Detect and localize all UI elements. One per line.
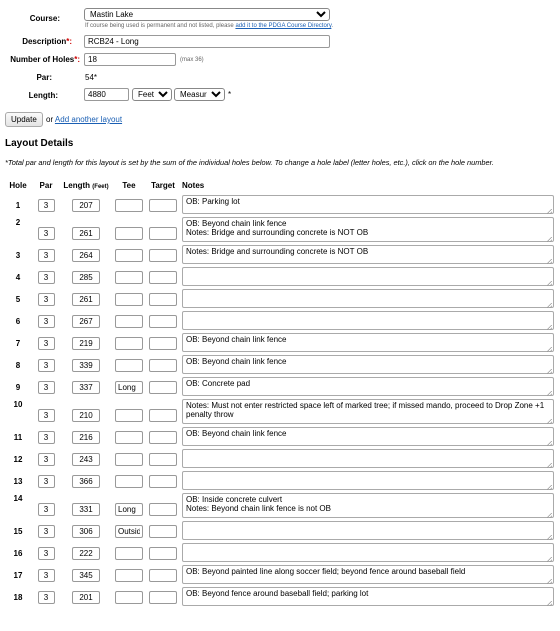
holes-max-hint: (max 36) xyxy=(180,57,204,63)
target-cell xyxy=(146,564,180,586)
tee-cell xyxy=(112,426,146,448)
hole-number[interactable] xyxy=(4,520,32,542)
description-label xyxy=(0,37,72,46)
length-input[interactable] xyxy=(72,337,100,350)
notes-textarea[interactable] xyxy=(182,195,554,214)
notes-cell xyxy=(180,266,556,288)
notes-textarea[interactable] xyxy=(182,449,554,468)
tee-cell xyxy=(112,266,146,288)
par-input[interactable] xyxy=(38,315,55,328)
table-row xyxy=(4,470,556,492)
notes-textarea[interactable] xyxy=(182,521,554,540)
par-cell xyxy=(32,310,60,332)
length-cell xyxy=(60,244,112,266)
target-cell xyxy=(146,586,180,608)
length-cell xyxy=(60,520,112,542)
notes-wrap xyxy=(182,427,554,448)
length-method-select[interactable] xyxy=(174,88,225,101)
tee-cell xyxy=(112,586,146,608)
length-header-text: Length xyxy=(63,180,91,190)
notes-wrap xyxy=(182,289,554,310)
hole-number[interactable] xyxy=(4,398,32,426)
table-row xyxy=(4,376,556,398)
tee-cell xyxy=(112,244,146,266)
notes-cell xyxy=(180,398,556,426)
table-row xyxy=(4,332,556,354)
target-cell xyxy=(146,542,180,564)
tee-input[interactable] xyxy=(115,337,143,350)
target-cell xyxy=(146,266,180,288)
par-cell xyxy=(32,216,60,244)
tee-input[interactable] xyxy=(115,359,143,372)
length-input[interactable] xyxy=(72,431,100,444)
notes-wrap xyxy=(182,377,554,398)
notes-textarea[interactable] xyxy=(182,333,554,352)
tee-input[interactable] xyxy=(115,547,143,560)
par-header: Par xyxy=(39,180,53,190)
notes-cell xyxy=(180,426,556,448)
table-row xyxy=(4,194,556,216)
length-input[interactable] xyxy=(72,381,100,394)
hole-number-label[interactable]: 7 xyxy=(15,338,21,348)
target-cell xyxy=(146,354,180,376)
par-cell xyxy=(32,448,60,470)
target-cell xyxy=(146,448,180,470)
target-cell xyxy=(146,194,180,216)
hole-number-label[interactable]: 4 xyxy=(15,272,21,282)
tee-input[interactable] xyxy=(115,525,143,538)
notes-textarea[interactable] xyxy=(182,245,554,264)
length-input[interactable] xyxy=(72,569,100,582)
course-hint-text: If course being used is permanent and not listed, please xyxy=(85,23,234,29)
tee-cell xyxy=(112,564,146,586)
hole-number[interactable] xyxy=(4,426,32,448)
target-input[interactable] xyxy=(149,337,177,350)
length-cell xyxy=(60,194,112,216)
target-input[interactable] xyxy=(149,293,177,306)
table-row xyxy=(4,586,556,608)
length-cell xyxy=(60,448,112,470)
par-cell xyxy=(32,244,60,266)
tee-header: Tee xyxy=(122,180,136,190)
notes-wrap xyxy=(182,267,554,288)
notes-wrap xyxy=(182,565,554,586)
notes-textarea[interactable] xyxy=(182,399,554,424)
tee-cell xyxy=(112,354,146,376)
target-cell xyxy=(146,216,180,244)
hole-number-label[interactable]: 3 xyxy=(15,250,21,260)
hole-number-label[interactable]: 18 xyxy=(13,592,23,602)
target-cell xyxy=(146,520,180,542)
notes-wrap xyxy=(182,355,554,376)
hole-number[interactable] xyxy=(4,564,32,586)
hole-number-label[interactable]: 11 xyxy=(13,432,23,442)
table-row xyxy=(4,426,556,448)
tee-input[interactable] xyxy=(115,315,143,328)
hole-number-label[interactable]: 6 xyxy=(15,316,21,326)
par-cell xyxy=(32,194,60,216)
table-row xyxy=(4,398,556,426)
tee-input[interactable] xyxy=(115,271,143,284)
tee-cell xyxy=(112,398,146,426)
par-input[interactable] xyxy=(38,199,55,212)
table-row xyxy=(4,244,556,266)
course-hint xyxy=(85,23,333,29)
notes-cell xyxy=(180,542,556,564)
hole-number[interactable] xyxy=(4,194,32,216)
par-cell xyxy=(32,586,60,608)
length-cell xyxy=(60,470,112,492)
tee-cell xyxy=(112,492,146,520)
layout-intro-note: *Total par and length for this layout is set by the sum of the individual holes below. To change a hole label (letter holes, etc.), click on the hole number. xyxy=(5,158,494,167)
course-label: Course: xyxy=(29,14,60,23)
table-row xyxy=(4,448,556,470)
number-of-holes-field[interactable] xyxy=(84,53,176,66)
tee-input[interactable] xyxy=(115,431,143,444)
hole-number-label[interactable]: 2 xyxy=(15,218,21,227)
par-cell xyxy=(32,492,60,520)
tee-cell xyxy=(112,216,146,244)
notes-textarea[interactable] xyxy=(182,565,554,584)
notes-cell xyxy=(180,492,556,520)
par-input[interactable] xyxy=(38,249,55,262)
description-label-text: Description xyxy=(22,37,67,46)
notes-wrap xyxy=(182,521,554,542)
length-input[interactable] xyxy=(72,271,100,284)
length-cell xyxy=(60,376,112,398)
length-cell xyxy=(60,332,112,354)
notes-textarea[interactable] xyxy=(182,377,554,396)
notes-textarea[interactable] xyxy=(182,427,554,446)
length-input[interactable] xyxy=(72,525,100,538)
hole-number[interactable] xyxy=(4,470,32,492)
par-input[interactable] xyxy=(38,359,55,372)
holes-table xyxy=(4,176,556,608)
par-cell xyxy=(32,332,60,354)
target-cell xyxy=(146,470,180,492)
par-input[interactable] xyxy=(38,227,55,240)
length-unit-select[interactable] xyxy=(132,88,172,101)
par-input[interactable] xyxy=(38,547,55,560)
target-input[interactable] xyxy=(149,475,177,488)
length-cell xyxy=(60,542,112,564)
target-cell xyxy=(146,492,180,520)
tee-cell xyxy=(112,448,146,470)
target-input[interactable] xyxy=(149,453,177,466)
notes-cell xyxy=(180,448,556,470)
length-cell xyxy=(60,564,112,586)
table-row xyxy=(4,310,556,332)
notes-wrap xyxy=(182,399,554,426)
par-input[interactable] xyxy=(38,453,55,466)
par-input[interactable] xyxy=(38,381,55,394)
hole-number-label[interactable]: 1 xyxy=(15,200,21,210)
length-input[interactable] xyxy=(72,475,100,488)
target-input[interactable] xyxy=(149,227,177,240)
notes-textarea[interactable] xyxy=(182,471,554,490)
hole-number-label[interactable]: 8 xyxy=(15,360,21,370)
notes-cell xyxy=(180,288,556,310)
par-cell xyxy=(32,376,60,398)
update-button[interactable]: Update xyxy=(5,112,43,127)
notes-wrap xyxy=(182,311,554,332)
notes-cell xyxy=(180,332,556,354)
par-input[interactable] xyxy=(38,337,55,350)
par-cell xyxy=(32,520,60,542)
tee-input[interactable] xyxy=(115,409,143,422)
length-star: * xyxy=(228,90,232,99)
length-header xyxy=(60,176,112,194)
length-cell xyxy=(60,266,112,288)
notes-cell xyxy=(180,376,556,398)
hole-number-label[interactable]: 17 xyxy=(13,570,23,580)
par-input[interactable] xyxy=(38,525,55,538)
length-cell xyxy=(60,354,112,376)
target-cell xyxy=(146,376,180,398)
length-cell xyxy=(60,398,112,426)
par-cell xyxy=(32,398,60,426)
notes-cell xyxy=(180,216,556,244)
par-input[interactable] xyxy=(38,569,55,582)
hole-number[interactable] xyxy=(4,376,32,398)
hole-number-label[interactable]: 16 xyxy=(13,548,23,558)
notes-wrap xyxy=(182,449,554,470)
hole-number-label[interactable]: 12 xyxy=(13,454,23,464)
par-input[interactable] xyxy=(38,271,55,284)
length-input[interactable] xyxy=(72,359,100,372)
notes-wrap xyxy=(182,245,554,266)
target-input[interactable] xyxy=(149,315,177,328)
layout-details-heading: Layout Details xyxy=(5,138,74,149)
notes-textarea[interactable] xyxy=(182,493,554,518)
notes-cell xyxy=(180,354,556,376)
holes-table-body xyxy=(4,194,556,608)
target-input[interactable] xyxy=(149,409,177,422)
length-input[interactable] xyxy=(72,591,100,604)
or-text: or xyxy=(46,115,54,124)
hole-number-label[interactable]: 13 xyxy=(13,476,23,486)
tee-input[interactable] xyxy=(115,453,143,466)
tee-cell xyxy=(112,376,146,398)
par-input[interactable] xyxy=(38,409,55,422)
tee-input[interactable] xyxy=(115,475,143,488)
target-cell xyxy=(146,244,180,266)
tee-cell xyxy=(112,194,146,216)
notes-cell xyxy=(180,586,556,608)
notes-textarea[interactable] xyxy=(182,355,554,374)
length-input[interactable] xyxy=(72,547,100,560)
target-input[interactable] xyxy=(149,381,177,394)
notes-textarea[interactable] xyxy=(182,217,554,242)
tee-input[interactable] xyxy=(115,199,143,212)
hole-header: Hole xyxy=(9,180,27,190)
hole-number-label[interactable]: 10 xyxy=(13,400,23,409)
table-row xyxy=(4,520,556,542)
table-row xyxy=(4,354,556,376)
target-input[interactable] xyxy=(149,503,177,516)
length-cell xyxy=(60,426,112,448)
par-input[interactable] xyxy=(38,503,55,516)
table-row xyxy=(4,564,556,586)
notes-cell xyxy=(180,470,556,492)
length-input[interactable] xyxy=(72,409,100,422)
description-field[interactable] xyxy=(84,35,330,48)
hole-number[interactable] xyxy=(4,586,32,608)
par-label: Par: xyxy=(36,73,52,82)
hole-number[interactable] xyxy=(4,310,32,332)
table-row xyxy=(4,288,556,310)
notes-wrap xyxy=(182,493,554,520)
par-cell xyxy=(32,266,60,288)
hole-number-label[interactable]: 14 xyxy=(13,494,23,503)
hole-number[interactable] xyxy=(4,492,32,520)
notes-textarea[interactable] xyxy=(182,267,554,286)
target-cell xyxy=(146,398,180,426)
notes-textarea[interactable] xyxy=(182,289,554,308)
par-input[interactable] xyxy=(38,431,55,444)
target-input[interactable] xyxy=(149,569,177,582)
length-cell xyxy=(60,586,112,608)
number-of-holes-label xyxy=(0,55,80,64)
target-cell xyxy=(146,310,180,332)
par-cell xyxy=(32,470,60,492)
length-field[interactable] xyxy=(84,88,129,101)
notes-wrap xyxy=(182,543,554,564)
table-row xyxy=(4,492,556,520)
length-header-unit: (Feet) xyxy=(92,183,109,190)
tee-input[interactable] xyxy=(115,503,143,516)
length-input[interactable] xyxy=(72,249,100,262)
notes-cell xyxy=(180,564,556,586)
target-input[interactable] xyxy=(149,591,177,604)
tee-input[interactable] xyxy=(115,591,143,604)
par-input[interactable] xyxy=(38,591,55,604)
length-cell xyxy=(60,216,112,244)
target-cell xyxy=(146,426,180,448)
target-input[interactable] xyxy=(149,431,177,444)
notes-cell xyxy=(180,244,556,266)
length-input[interactable] xyxy=(72,293,100,306)
length-input[interactable] xyxy=(72,315,100,328)
notes-textarea[interactable] xyxy=(182,587,554,606)
hole-number[interactable] xyxy=(4,542,32,564)
hole-number[interactable] xyxy=(4,288,32,310)
par-input[interactable] xyxy=(38,293,55,306)
table-header-row xyxy=(4,176,556,194)
notes-wrap xyxy=(182,587,554,608)
notes-wrap xyxy=(182,471,554,492)
length-cell xyxy=(60,288,112,310)
target-cell xyxy=(146,288,180,310)
par-input[interactable] xyxy=(38,475,55,488)
tee-input[interactable] xyxy=(115,249,143,262)
tee-input[interactable] xyxy=(115,569,143,582)
length-label: Length: xyxy=(28,91,58,100)
hole-number[interactable] xyxy=(4,332,32,354)
length-input[interactable] xyxy=(72,503,100,516)
add-another-layout-link[interactable]: Add another layout xyxy=(54,115,123,124)
length-input[interactable] xyxy=(72,227,100,240)
notes-header: Notes xyxy=(182,180,205,190)
hole-number[interactable] xyxy=(4,244,32,266)
target-input[interactable] xyxy=(149,525,177,538)
par-cell xyxy=(32,354,60,376)
course-hint-end: . xyxy=(331,23,334,29)
tee-cell xyxy=(112,332,146,354)
hole-number-label[interactable]: 9 xyxy=(15,382,21,392)
hole-number[interactable] xyxy=(4,354,32,376)
add-layout-line xyxy=(46,115,122,124)
par-cell xyxy=(32,426,60,448)
notes-cell xyxy=(180,310,556,332)
number-of-holes-label-text: Number of Holes xyxy=(10,55,75,64)
hole-number[interactable] xyxy=(4,448,32,470)
required-star: *: xyxy=(74,55,80,64)
table-row xyxy=(4,216,556,244)
tee-cell xyxy=(112,520,146,542)
par-cell xyxy=(32,564,60,586)
target-cell xyxy=(146,332,180,354)
hole-number-label[interactable]: 5 xyxy=(15,294,21,304)
hole-number[interactable] xyxy=(4,216,32,244)
add-course-directory-link[interactable]: add it to the PDGA Course Directory xyxy=(235,23,332,29)
table-row xyxy=(4,266,556,288)
tee-input[interactable] xyxy=(115,227,143,240)
notes-textarea[interactable] xyxy=(182,543,554,562)
target-input[interactable] xyxy=(149,359,177,372)
length-input[interactable] xyxy=(72,453,100,466)
tee-input[interactable] xyxy=(115,293,143,306)
length-cell xyxy=(60,492,112,520)
notes-wrap xyxy=(182,195,554,216)
length-input[interactable] xyxy=(72,199,100,212)
target-input[interactable] xyxy=(149,547,177,560)
length-cell xyxy=(60,310,112,332)
tee-input[interactable] xyxy=(115,381,143,394)
par-cell xyxy=(32,542,60,564)
tee-cell xyxy=(112,470,146,492)
tee-cell xyxy=(112,542,146,564)
notes-cell xyxy=(180,194,556,216)
par-cell xyxy=(32,288,60,310)
required-star: *: xyxy=(66,37,72,46)
notes-cell xyxy=(180,520,556,542)
tee-cell xyxy=(112,288,146,310)
target-input[interactable] xyxy=(149,249,177,262)
notes-wrap xyxy=(182,333,554,354)
target-input[interactable] xyxy=(149,271,177,284)
hole-number-label[interactable]: 15 xyxy=(13,526,23,536)
course-select[interactable] xyxy=(84,8,330,21)
tee-cell xyxy=(112,310,146,332)
target-header: Target xyxy=(151,180,175,190)
notes-wrap xyxy=(182,217,554,244)
par-value: 54* xyxy=(85,73,98,82)
table-row xyxy=(4,542,556,564)
target-input[interactable] xyxy=(149,199,177,212)
hole-number[interactable] xyxy=(4,266,32,288)
notes-textarea[interactable] xyxy=(182,311,554,330)
